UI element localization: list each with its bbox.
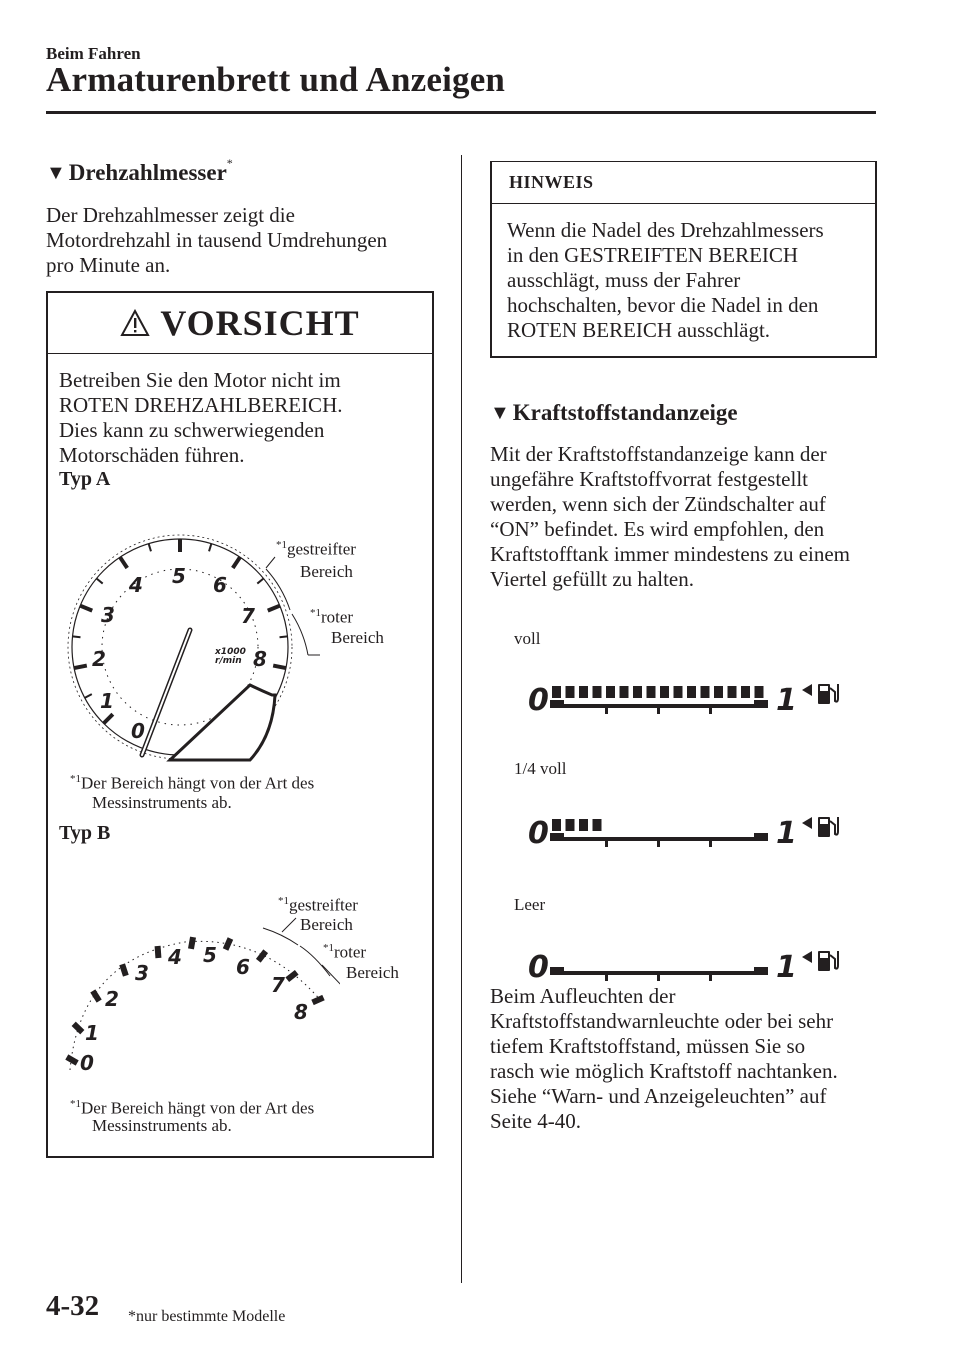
fuel-outro [490, 984, 838, 1134]
fuel-segment [566, 686, 575, 698]
tachometer-type-b-illustration [60, 900, 340, 1080]
fuel-gauge-heading-text: Kraftstoffstandanzeige [512, 400, 738, 425]
gauge-digit: 1 [100, 689, 114, 713]
gauge-tick [311, 995, 324, 1005]
intro-line: Motordrehzahl in tausend Umdrehungen [46, 228, 388, 252]
striped-zone-label-2: Bereich [300, 562, 353, 581]
fuel-segment [579, 686, 588, 698]
fuel-segment [674, 686, 683, 698]
fuel-intro-line: ungefähre Kraftstoffvorrat festgestellt [490, 467, 808, 491]
fuel-level-label: voll [514, 629, 541, 648]
fuel-baseline [550, 837, 768, 841]
gauge-digit: 8 [294, 1000, 308, 1024]
gauge-tick [256, 949, 268, 962]
fuel-segment [728, 686, 737, 698]
gauge-digit: 3 [135, 961, 149, 985]
fuel-gauge-full [520, 670, 860, 720]
hint-title: HINWEIS [492, 162, 875, 204]
fuel-scale-tick [605, 841, 608, 847]
gauge-digit: 1 [85, 1021, 99, 1045]
type-b-footnote: $^{*1}$Der Bereich hängt von der Art des [70, 1098, 315, 1118]
fuel-scale-tick [657, 708, 660, 714]
gauge-digit: 5 [203, 943, 217, 967]
fuel-segment [606, 686, 615, 698]
striped-zone-arc [266, 569, 290, 610]
gauge-tick [120, 557, 127, 568]
intro-line: pro Minute an. [46, 253, 171, 277]
fuel-scale-tick [709, 708, 712, 714]
fuel-end-block [550, 700, 564, 708]
fuel-segment [552, 686, 561, 698]
page-number: 4-32 [46, 1290, 100, 1322]
fuel-segment [741, 686, 750, 698]
gauge-tick [85, 694, 92, 698]
fuel-min-label: 0 [528, 950, 549, 985]
fuel-segment [633, 686, 642, 698]
fuel-segment [579, 819, 588, 831]
fuel-scale-tick [709, 975, 712, 981]
fuel-end-block [550, 833, 564, 841]
gauge-tick [104, 714, 113, 723]
fuel-baseline [550, 704, 768, 708]
gauge-digit: 0 [80, 1051, 94, 1075]
gauge-digit: 5 [172, 564, 186, 588]
fuel-intro-line: “ON” befindet. Es wird empfohlen, den [490, 517, 825, 541]
fuel-pump-icon [818, 684, 838, 704]
header-rule [46, 111, 876, 114]
gauge-tick [65, 1054, 78, 1065]
gauge-digit: 2 [105, 987, 119, 1011]
fuel-intro-line: Viertel gefüllt zu halten. [490, 567, 694, 591]
fuel-segment [593, 819, 602, 831]
chapter-title: Armaturenbrett und Anzeigen [46, 60, 506, 99]
striped-zone-leader [266, 557, 275, 568]
gauge-tick [119, 963, 128, 976]
caution-line: Dies kann zu schwerwiegenden [59, 418, 325, 442]
gauge-tick [74, 666, 87, 669]
gauge-digit: 2 [92, 647, 106, 671]
fuel-arrow-icon [802, 951, 812, 963]
optional-marker: * [226, 156, 233, 170]
gauge-tick [268, 606, 280, 611]
fuel-max-label: 1 [776, 816, 797, 851]
fuel-gauge-quarter [520, 803, 860, 853]
hint-line: ROTEN BEREICH ausschlägt. [507, 318, 771, 342]
section-title: Beim Fahren [46, 44, 141, 63]
fuel-min-label: 0 [528, 816, 549, 851]
gauge-digit: 3 [101, 603, 115, 627]
fuel-intro [490, 442, 850, 592]
hint-body [492, 204, 875, 343]
gauge-display-panel [170, 685, 275, 760]
fuel-end-block [754, 967, 768, 975]
striped-zone-label: $^{*1}$gestreifter [276, 539, 356, 559]
gauge-digit: 8 [253, 647, 267, 671]
type-a-footnote: $^{*1}$Der Bereich hängt von der Art des [70, 773, 315, 793]
triangle-marker-icon: ▼ [490, 402, 510, 424]
fuel-end-block [754, 700, 768, 708]
footer-note: *nur bestimmte Modelle [128, 1308, 286, 1325]
gauge-digit: 7 [271, 973, 285, 997]
striped-zone-label-b: $^{*1}$gestreifter [278, 895, 358, 915]
hint-box [490, 161, 877, 358]
fuel-scale-tick [709, 841, 712, 847]
tachometer-heading-text: Drehzahlmesser [68, 160, 227, 185]
fuel-intro-line: werden, wenn sich der Zündschalter auf [490, 492, 826, 516]
fuel-segment [687, 686, 696, 698]
caution-line: ROTEN DREHZAHLBEREICH. [59, 393, 343, 417]
type-b-label: Typ B [59, 822, 111, 844]
caution-line: Betreiben Sie den Motor nicht im [59, 368, 341, 392]
fuel-gauge-heading [490, 400, 738, 426]
fuel-pump-icon [818, 951, 838, 971]
column-divider [461, 155, 462, 1283]
fuel-outro-line: rasch wie möglich Kraftstoff nachtanken. [490, 1059, 838, 1083]
type-a-label: Typ A [59, 468, 111, 490]
striped-zone-label-b-2: Bereich [300, 915, 353, 934]
gauge-tick [73, 636, 81, 637]
gauge-digit: 4 [168, 945, 182, 969]
fuel-segment [755, 686, 764, 698]
fuel-outro-line: Seite 4-40. [490, 1109, 581, 1133]
fuel-outro-line: tiefem Kraftstoffstand, müssen Sie so [490, 1034, 806, 1058]
fuel-segment [620, 686, 629, 698]
fuel-end-block [754, 833, 768, 841]
gauge-digit: 6 [236, 955, 250, 979]
gauge-tick [97, 578, 103, 583]
fuel-gauge-empty [520, 937, 860, 987]
gauge-tick [188, 937, 196, 950]
intro-line: Der Drehzahlmesser zeigt die [46, 203, 295, 227]
fuel-arrow-icon [802, 684, 812, 696]
fuel-level-label: Leer [514, 895, 546, 914]
type-b-footnote-2: Messinstruments ab. [92, 1116, 232, 1135]
fuel-scale-tick [657, 975, 660, 981]
fuel-outro-line: Kraftstoffstandwarnleuchte oder bei sehr [490, 1009, 834, 1033]
tachometer-type-a-illustration [60, 530, 330, 770]
triangle-marker-icon: ▼ [46, 162, 66, 184]
caution-header [48, 293, 432, 354]
gauge-tick [273, 666, 286, 669]
gauge-tick [72, 1022, 85, 1035]
fuel-level-label: 1/4 voll [514, 759, 567, 778]
fuel-min-label: 0 [528, 683, 549, 718]
fuel-intro-line: Kraftstofftank immer mindestens zu einem [490, 542, 851, 566]
fuel-segment [701, 686, 710, 698]
fuel-segment [552, 819, 561, 831]
fuel-segment [566, 819, 575, 831]
gauge-tick [209, 544, 211, 552]
fuel-scale-tick [605, 708, 608, 714]
gauge-tick [155, 946, 162, 958]
gauge-unit: r/min [215, 656, 242, 666]
gauge-digit: 6 [213, 573, 227, 597]
gauge-tick [285, 970, 298, 982]
fuel-segment [647, 686, 656, 698]
gauge-tick [90, 989, 101, 1002]
red-zone-arc [292, 614, 308, 655]
fuel-pump-icon [818, 817, 838, 837]
caution-title: VORSICHT [160, 303, 360, 343]
gauge-unit: x1000 [215, 647, 246, 657]
fuel-scale-tick [605, 975, 608, 981]
fuel-intro-line: Mit der Kraftstoffstandanzeige kann der [490, 442, 827, 466]
fuel-end-block [550, 967, 564, 975]
red-zone-label: $^{*1}$roter [310, 607, 354, 627]
hint-line: in den GESTREIFTEN BEREICH [507, 243, 799, 267]
gauge-tick [280, 636, 288, 637]
hint-line: ausschlägt, muss der Fahrer [507, 268, 741, 292]
fuel-max-label: 1 [776, 683, 797, 718]
striped-zone-arc-b [263, 928, 298, 945]
gauge-tick [223, 937, 233, 950]
red-zone-label-b-2: Bereich [346, 963, 399, 982]
fuel-segment [714, 686, 723, 698]
gauge-tick [80, 606, 92, 611]
red-zone-label-b: $^{*1}$roter [323, 942, 367, 962]
caution-line: Motorschäden führen. [59, 443, 245, 467]
fuel-segment [660, 686, 669, 698]
fuel-outro-line: Beim Aufleuchten der [490, 984, 676, 1008]
gauge-digit: 4 [129, 573, 143, 597]
fuel-baseline [550, 971, 768, 975]
fuel-max-label: 1 [776, 950, 797, 985]
type-a-footnote-2: Messinstruments ab. [92, 793, 232, 812]
fuel-segment [593, 686, 602, 698]
gauge-tick [233, 557, 240, 568]
warning-triangle-icon [120, 309, 150, 337]
hint-line: hochschalten, bevor die Nadel in den [507, 293, 819, 317]
gauge-tick [149, 544, 151, 552]
tachometer-heading [46, 156, 233, 186]
gauge-digit: 0 [131, 719, 145, 743]
fuel-arrow-icon [802, 817, 812, 829]
fuel-outro-line: Siehe “Warn- und Anzeigeleuchten” auf [490, 1084, 827, 1108]
tachometer-intro [46, 203, 387, 278]
gauge-tick [257, 578, 263, 583]
caution-body [59, 368, 342, 468]
fuel-scale-tick [657, 841, 660, 847]
red-zone-label-2: Bereich [331, 628, 384, 647]
gauge-digit: 7 [241, 604, 255, 628]
hint-line: Wenn die Nadel des Drehzahlmessers [507, 218, 824, 242]
